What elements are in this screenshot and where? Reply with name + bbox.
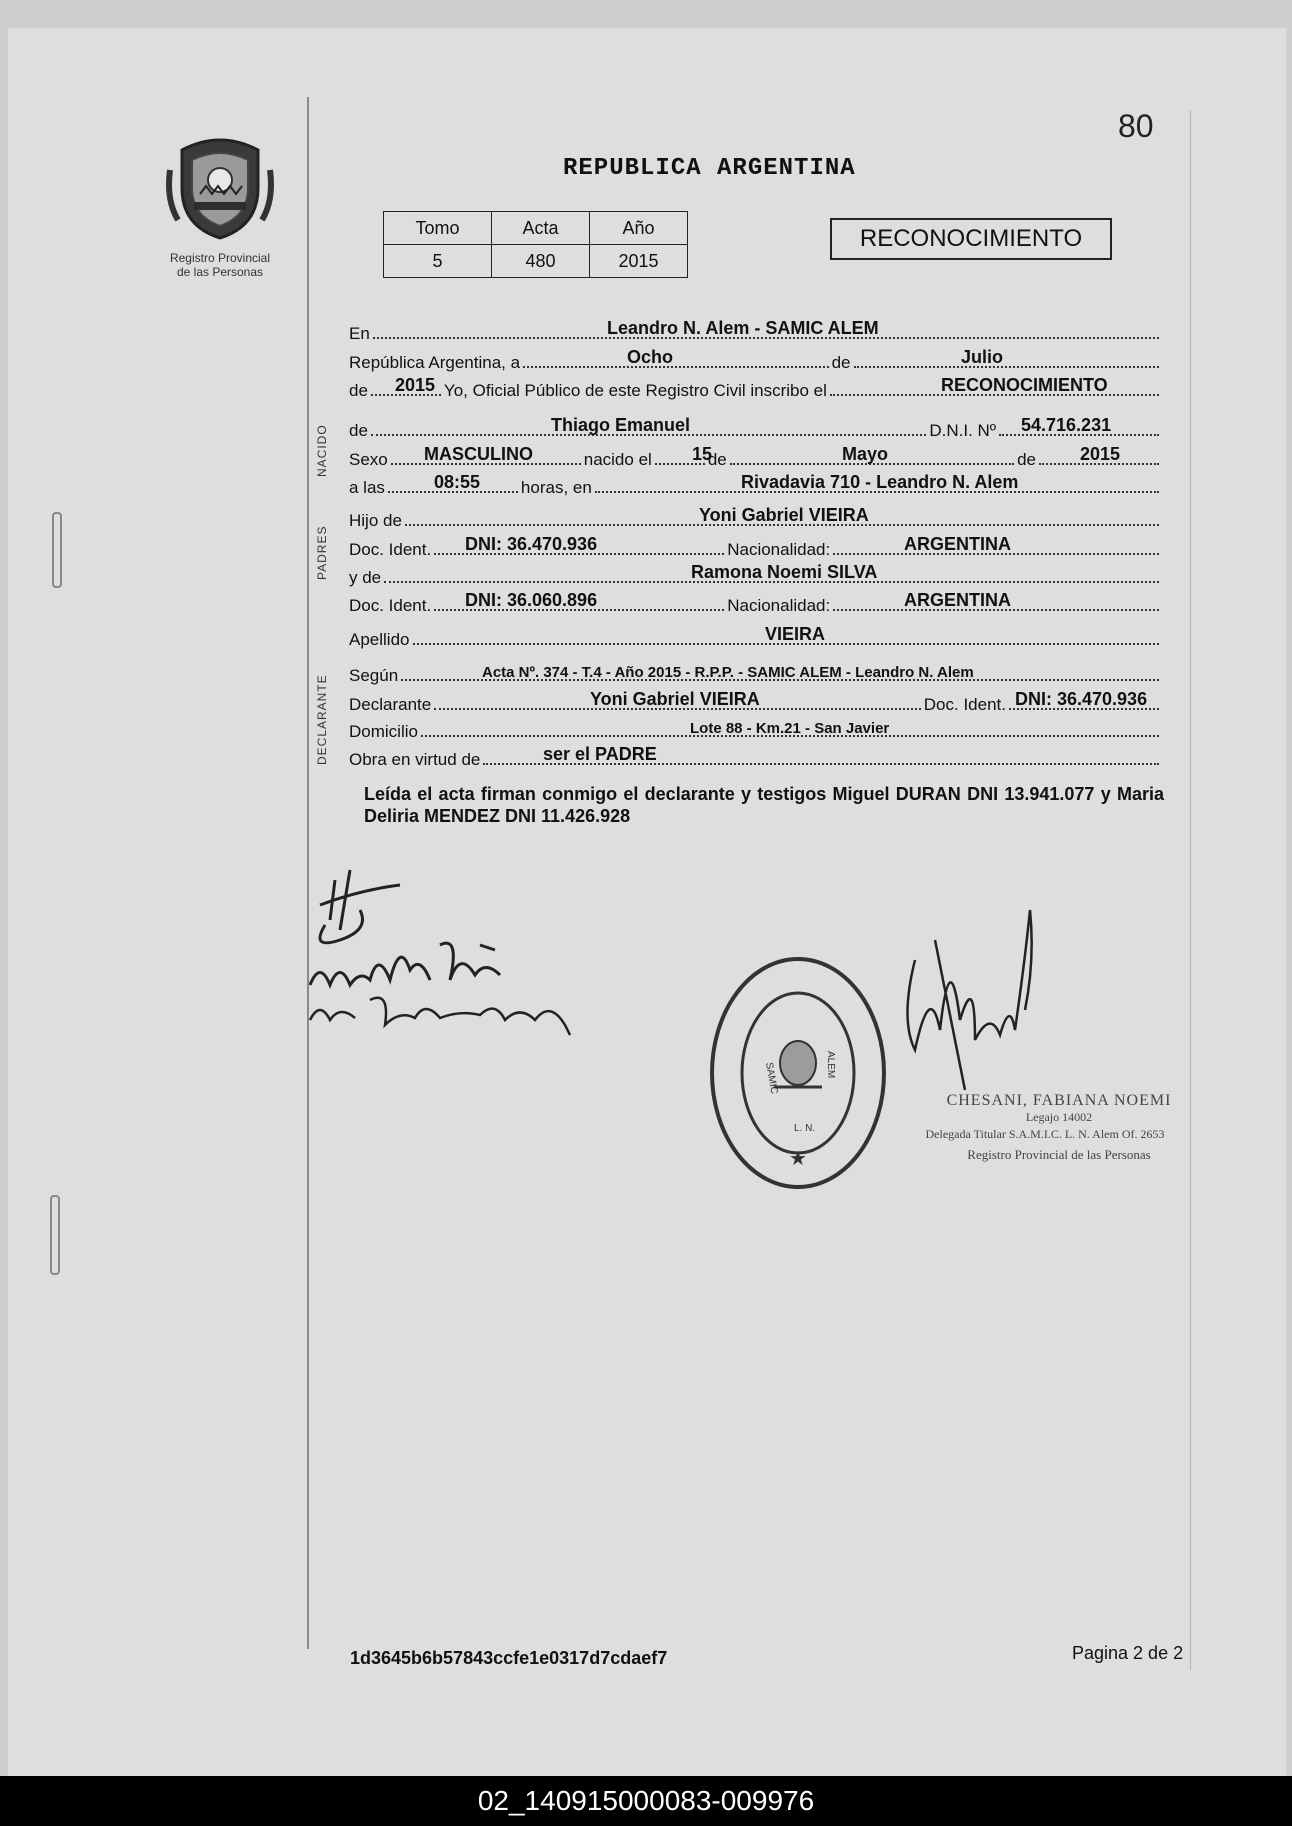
value-domicilio: Lote 88 - Km.21 - San Javier <box>690 720 890 737</box>
row-madre-doc <box>349 590 1162 616</box>
row-fecha <box>349 347 1162 373</box>
scan-id-bar: 02_140915000083-009976 <box>0 1776 1292 1826</box>
value-madre: Ramona Noemi SILVA <box>691 562 878 582</box>
ref-value-acta: 480 <box>492 245 590 278</box>
label-apellido: Apellido <box>349 630 410 649</box>
staple-mark <box>50 1195 60 1275</box>
ref-header-tomo: Tomo <box>384 212 492 245</box>
side-label-declarante: DECLARANTE <box>315 674 329 765</box>
side-label-nacido: NACIDO <box>315 424 329 477</box>
margin-line-right <box>1190 110 1191 1670</box>
registry-seal <box>708 955 888 1196</box>
row-nombre <box>349 415 1162 441</box>
label-y-de: y de <box>349 568 382 587</box>
witness-signature-duran <box>310 943 500 985</box>
official-org: Registro Provincial de las Personas <box>967 1147 1151 1162</box>
label-de: de <box>831 353 851 372</box>
reference-table <box>383 211 688 278</box>
value-segun: Acta Nº. 374 - T.4 - Año 2015 - R.P.P. - SAMIC ALEM - Leandro N. Alem <box>482 664 974 681</box>
document-hash: 1d3645b6b57843ccfe1e0317d7cdaef7 <box>350 1648 668 1668</box>
value-nac-dia: 15 <box>692 444 713 464</box>
value-lugar: Leandro N. Alem - SAMIC ALEM <box>607 318 879 338</box>
label-domicilio: Domicilio <box>349 722 418 741</box>
label-hijo-de: Hijo de <box>349 511 402 530</box>
row-segun <box>349 660 1162 686</box>
value-nombre: Thiago Emanuel <box>551 415 691 435</box>
row-declarante <box>349 689 1162 715</box>
row-padre <box>349 505 1162 531</box>
logo-caption-line2: de las Personas <box>176 265 264 279</box>
ref-header-anio: Año <box>590 212 688 245</box>
label-segun: Según <box>349 666 399 685</box>
seal-inner-bottom: L. N. <box>794 1123 816 1134</box>
label-nacido: nacido el <box>583 450 652 469</box>
value-sexo: MASCULINO <box>424 444 533 464</box>
label-en: En <box>349 324 370 343</box>
seal-stamp-icon <box>708 955 888 1191</box>
witness-signature-mendez <box>310 998 570 1035</box>
label-republica: República Argentina, a <box>349 353 521 372</box>
row-hora <box>349 472 1162 498</box>
act-type-box: RECONOCIMIENTO <box>830 218 1112 260</box>
value-madre-nac: ARGENTINA <box>904 590 1011 610</box>
label-de-year: de <box>349 381 368 400</box>
value-nac-anio: 2015 <box>1080 444 1121 464</box>
value-apellido: VIEIRA <box>765 624 826 644</box>
page-indicator: Pagina 2 de 2 <box>1072 1643 1184 1663</box>
value-madre-doc: DNI: 36.060.896 <box>465 590 598 610</box>
label-doc-ident-declarante: Doc. Ident. <box>923 695 1006 714</box>
value-declarante: Yoni Gabriel VIEIRA <box>590 689 760 709</box>
label-declarante: Declarante <box>349 695 432 714</box>
value-mes: Julio <box>961 347 1004 367</box>
value-padre-nac: ARGENTINA <box>904 534 1011 554</box>
registry-logo <box>150 130 290 279</box>
seal-inner-left: SAMIC <box>763 1061 780 1095</box>
value-nac-mes: Mayo <box>842 444 889 464</box>
label-sexo: Sexo <box>349 450 388 469</box>
label-doc-ident: Doc. Ident. <box>349 540 432 559</box>
row-lugar <box>349 318 1162 344</box>
row-inscripcion <box>349 375 1162 401</box>
label-de-name: de <box>349 421 368 440</box>
value-hora: 08:55 <box>434 472 481 492</box>
row-sexo <box>349 444 1162 470</box>
ref-value-tomo: 5 <box>384 245 492 278</box>
value-declarante-doc: DNI: 36.470.936 <box>1015 689 1148 709</box>
svg-text:★: ★ <box>789 1148 807 1170</box>
staple-mark <box>52 512 62 588</box>
row-apellido <box>349 624 1162 650</box>
row-obra <box>349 744 1162 770</box>
value-padre: Yoni Gabriel VIEIRA <box>699 505 869 525</box>
label-doc-ident-madre: Doc. Ident. <box>349 596 432 615</box>
value-lugar-nac: Rivadavia 710 - Leandro N. Alem <box>741 472 1019 492</box>
document-title: REPUBLICA ARGENTINA <box>563 155 856 182</box>
value-dni: 54.716.231 <box>1021 415 1112 435</box>
witness-signatures <box>300 850 660 1060</box>
label-oficial: Yo, Oficial Público de este Registro Civil inscribo el <box>443 381 827 400</box>
label-nacionalidad: Nacionalidad: <box>727 540 831 559</box>
side-label-padres: PADRES <box>315 525 329 580</box>
seal-inner-right: ALEM <box>825 1051 836 1079</box>
label-a-las: a las <box>349 478 385 497</box>
label-obra: Obra en virtud de <box>349 750 481 769</box>
misiones-emblem-icon <box>164 130 276 242</box>
value-padre-doc: DNI: 36.470.936 <box>465 534 598 554</box>
ref-value-anio: 2015 <box>590 245 688 278</box>
label-de2: de <box>707 450 727 469</box>
official-name: CHESANI, FABIANA NOEMI <box>946 1092 1172 1109</box>
logo-caption-line1: Registro Provincial <box>169 251 271 265</box>
label-horas-en: horas, en <box>520 478 592 497</box>
label-dni: D.N.I. Nº <box>929 421 996 440</box>
value-dia: Ocho <box>627 347 674 367</box>
row-domicilio <box>349 716 1162 742</box>
ref-header-acta: Acta <box>492 212 590 245</box>
label-de3: de <box>1017 450 1036 469</box>
declarant-signature <box>320 870 400 943</box>
closing-statement: Leída el acta firman conmigo el declarante y testigos Miguel DURAN DNI 13.941.077 y Maria Deliria MENDEZ DNI 11.426.928 <box>364 784 1164 826</box>
official-signature <box>895 900 1045 1095</box>
row-padre-doc <box>349 534 1162 560</box>
row-madre <box>349 562 1162 588</box>
value-anio: 2015 <box>395 375 436 395</box>
page-number: 80 <box>1118 108 1154 144</box>
official-cargo: Delegada Titular S.A.M.I.C. L. N. Alem Of. 2653 <box>925 1127 1165 1141</box>
official-legajo: Legajo 14002 <box>1025 1110 1093 1124</box>
value-obra: ser el PADRE <box>543 744 657 764</box>
value-tipo: RECONOCIMIENTO <box>941 375 1108 395</box>
label-nacionalidad-madre: Nacionalidad: <box>727 596 831 615</box>
